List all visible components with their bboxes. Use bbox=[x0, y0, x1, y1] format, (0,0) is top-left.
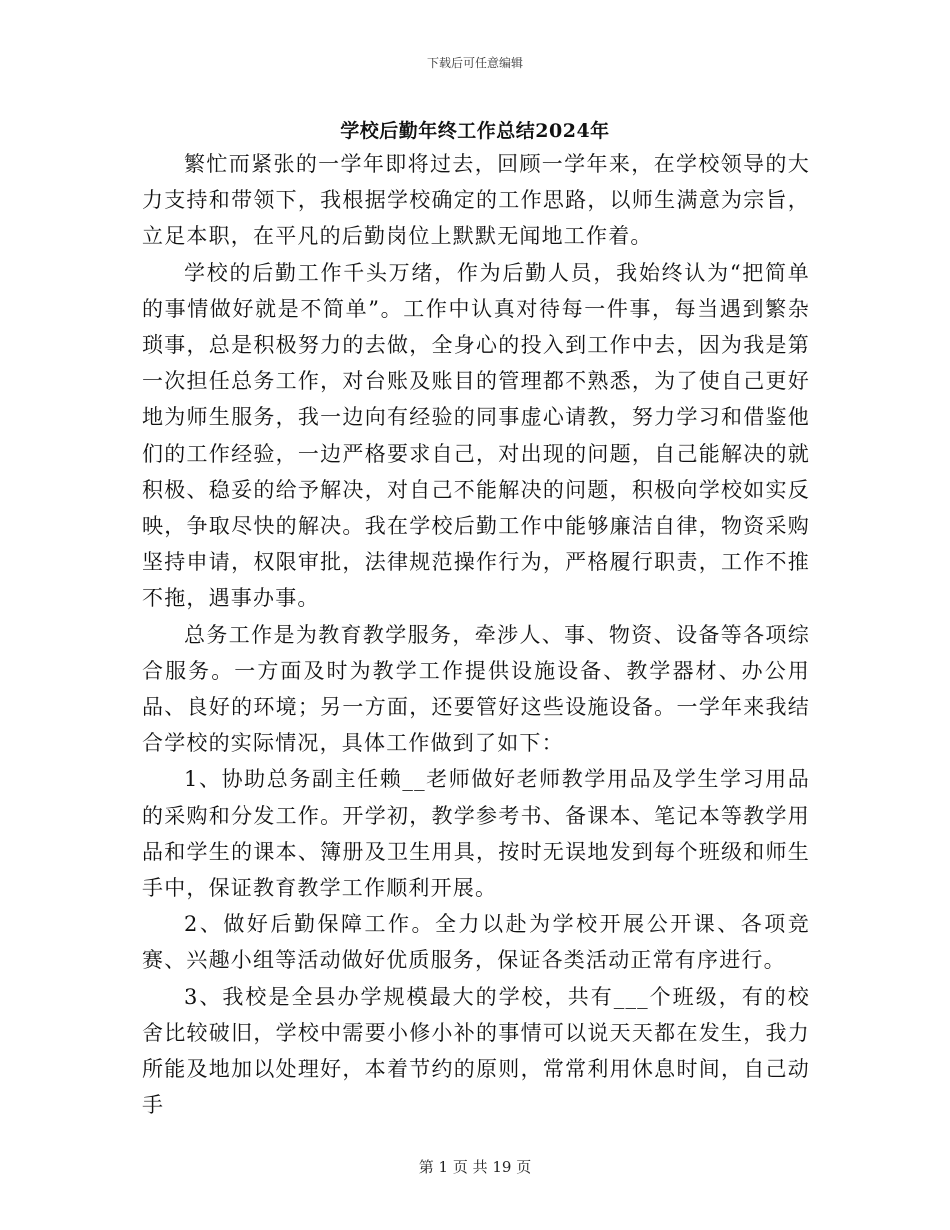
paragraph: 2、做好后勤保障工作。全力以赴为学校开展公开课、各项竞赛、兴趣小组等活动做好优质服务，保证各类活动正常有序进行。 bbox=[142, 912, 810, 973]
document-title: 学校后勤年终工作总结2024年 bbox=[340, 120, 610, 142]
page-footer: 第 1 页 共 19 页 bbox=[418, 1158, 532, 1176]
header-note: 下载后可任意编辑 bbox=[426, 56, 523, 70]
paragraph: 3、我校是全县办学规模最大的学校，共有___个班级，有的校舍比较破旧，学校中需要小修小补的事情可以说天天都在发生，我力所能及地加以处理好，本着节约的原则，常常利用休息时间，自己动手 bbox=[142, 984, 810, 1118]
paragraph: 繁忙而紧张的一学年即将过去，回顾一学年来，在学校领导的大力支持和带领下，我根据学校确定的工作思路，以师生满意为宗旨，立足本职，在平凡的后勤岗位上默默无闻地工作着。 bbox=[142, 152, 810, 249]
paragraph: 1、协助总务副主任赖__老师做好老师教学用品及学生学习用品的采购和分发工作。开学初，教学参考书、备课本、笔记本等教学用品和学生的课本、簿册及卫生用具，按时无误地发到每个班级和师生手中，保证教育教学工作顺利开展。 bbox=[142, 767, 810, 901]
paragraph: 总务工作是为教育教学服务，牵涉人、事、物资、设备等各项综合服务。一方面及时为教学工作提供设施设备、教学器材、办公用品、良好的环境；另一方面，还要管好这些设施设备。一学年来我结合学校的实际情况，具体工作做到了如下： bbox=[142, 622, 810, 756]
paragraph: 学校的后勤工作千头万绪，作为后勤人员，我始终认为“把简单的事情做好就是不简单”。工作中认真对待每一件事，每当遇到繁杂琐事，总是积极努力的去做，全身心的投入到工作中去，因为我是第一次担任总务工作，对台账及账目的管理都不熟悉，为了使自己更好地为师生服务，我一边向有经验的同事虚心请教，努力学习和借鉴他们的工作经验，一边严格要求自己，对出现的问题，自己能解决的就积极、稳妥的给予解决，对自己不能解决的问题，积极向学校如实反映，争取尽快的解决。我在学校后勤工作中能够廉洁自律，物资采购坚持申请，权限审批，法律规范操作行为，严格履行职责，工作不推不拖，遇事办事。 bbox=[142, 260, 810, 611]
document-body bbox=[142, 146, 810, 1123]
